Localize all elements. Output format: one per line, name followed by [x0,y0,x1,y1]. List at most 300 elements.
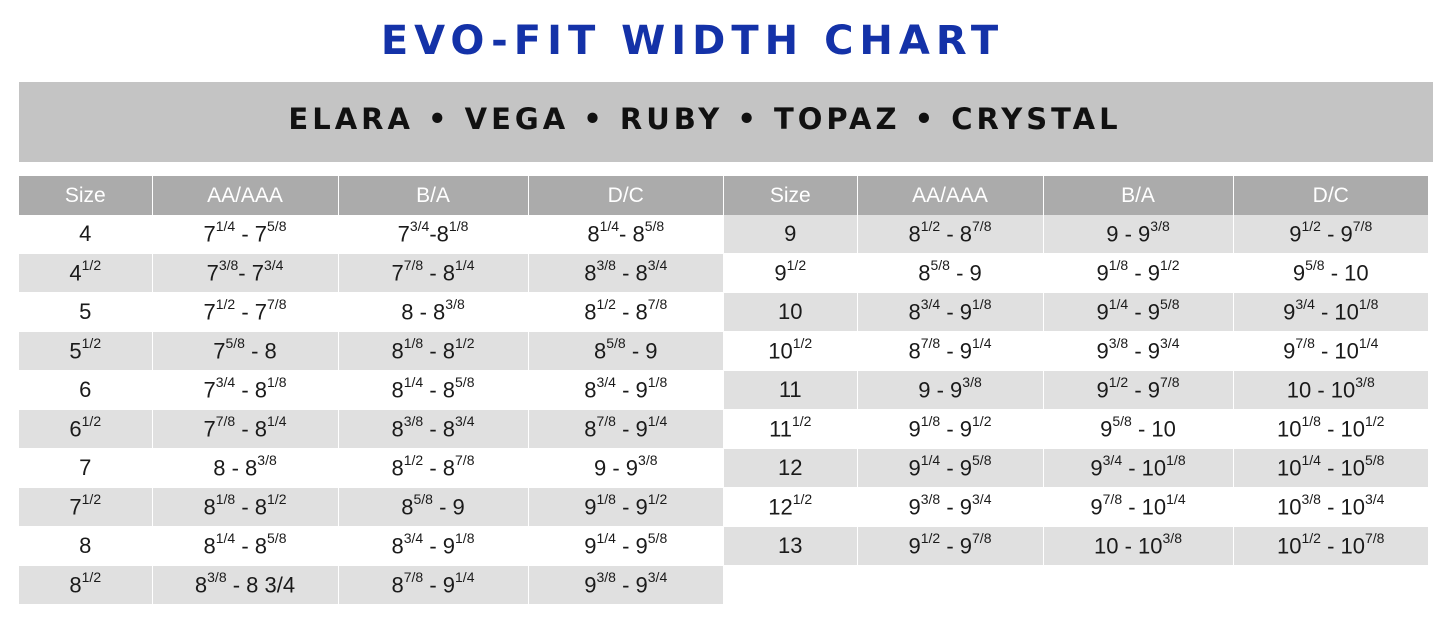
cell-fraction: 1/2 [403,452,424,469]
aa-aaa-cell [152,527,338,566]
b-a-cell [1043,527,1233,566]
cell-fraction: 1/4 [215,530,236,547]
size-cell [19,371,152,410]
cell-value: 9 [1289,221,1302,247]
size-cell [19,293,152,332]
cell-value: 9 [908,455,921,481]
cell-fraction: 1/2 [81,413,102,430]
cell-fraction: 3/8 [403,413,424,430]
cell-value: 9 [584,494,597,520]
cell-fraction: 1/8 [920,413,941,430]
cell-value: - 8 [615,260,648,286]
cell-value: 6 [69,416,82,442]
cell-value: 7 [397,221,410,247]
cell-fraction: 3/8 [920,491,941,508]
cell-value: 7 [203,377,216,403]
cell-fraction: 3/8 [596,257,616,274]
cell-fraction: 5/8 [267,218,287,235]
cell-value: - 8 [423,416,456,442]
cell-value: -8 [429,221,449,247]
table-row [724,332,1428,371]
aa-aaa-cell [857,488,1043,527]
cell-fraction: 1/8 [403,335,424,352]
table-row [724,410,1428,449]
aa-aaa-cell [857,215,1043,254]
cell-fraction: 5/8 [267,530,287,547]
cell-fraction: 3/8 [445,296,465,313]
cell-value: - 8 [615,299,648,325]
cell-value: 10 - 10 [1094,533,1163,559]
size-cell [724,488,857,527]
cell-value: - 7 [235,299,268,325]
cell-value: 7 [203,416,216,442]
cell-fraction: 7/8 [267,296,287,313]
cell-value: - 10 [1122,494,1167,520]
b-a-cell [338,527,528,566]
cell-value: 9 [584,533,597,559]
table-row [19,371,723,410]
cell-value: - 8 [235,533,268,559]
aa-aaa-cell [152,215,338,254]
d-c-cell [528,527,723,566]
cell-fraction: 1/4 [920,452,941,469]
cell-value: 8 [908,221,921,247]
size-cell [19,215,152,254]
d-c-cell [1233,449,1428,488]
aa-aaa-cell [152,254,338,293]
cell-value: 8 [194,572,208,598]
table-header-row [724,176,1428,215]
b-a-cell [338,332,528,371]
cell-fraction: 7/8 [403,257,424,274]
cell-value: 11 [769,416,792,442]
cell-value: 4 [69,260,82,286]
b-a-cell [1043,254,1233,293]
aa-aaa-cell [152,410,338,449]
d-c-cell [528,371,723,410]
cell-fraction: 3/4 [1295,296,1315,313]
table-row [19,566,723,605]
cell-value: - 8 [235,494,268,520]
aa-aaa-cell [857,371,1043,410]
size-cell [724,332,857,371]
b-a-cell [1043,293,1233,332]
cell-value: 8 [69,572,82,598]
size-cell [724,215,857,254]
cell-value: - 9 [940,455,973,481]
cell-value: - 9 [423,533,456,559]
cell-value: 8 [908,299,921,325]
table-row [19,527,723,566]
cell-value: - 9 [1128,377,1161,403]
cell-fraction: 1/8 [1108,257,1129,274]
cell-fraction: 3/8 [257,452,277,469]
cell-fraction: 1/2 [792,335,813,352]
d-c-cell [528,215,723,254]
cell-value: 8 [908,338,921,364]
size-cell [724,371,857,410]
cell-value: 7 [213,338,226,364]
b-a-cell [338,293,528,332]
size-cell [19,566,152,605]
cell-value: 7 [203,299,216,325]
table-row [724,527,1428,566]
d-c-cell [1233,293,1428,332]
aa-aaa-cell [857,254,1043,293]
cell-value: - 8 [940,221,973,247]
cell-fraction: 3/4 [403,530,424,547]
cell-value: - 9 [1128,299,1161,325]
size-cell [724,293,857,332]
size-cell [19,488,152,527]
cell-value: 8 - 8 [401,299,446,325]
cell-value: 8 [593,338,607,364]
table-row [724,488,1428,527]
cell-fraction: 1/2 [596,296,616,313]
aa-aaa-cell [857,527,1043,566]
product-names: ELARA • VEGA • RUBY • TOPAZ • CRYSTAL [288,102,1122,136]
cell-value: 8 - 8 [213,455,258,481]
cell-fraction: 1/2 [920,218,941,235]
cell-value: 9 [1283,338,1296,364]
header-size: Size [724,176,857,215]
cell-fraction: 5/8 [1365,452,1385,469]
cell-fraction: 1/2 [1108,374,1129,391]
cell-fraction: 7/8 [215,413,236,430]
cell-value: 9 [1090,494,1103,520]
cell-fraction: 3/4 [647,569,668,586]
table-row [724,215,1428,254]
cell-fraction: 1/4 [596,530,616,547]
cell-fraction: 1/2 [791,413,812,430]
cell-value: 7 [79,455,92,480]
cell-fraction: 1/2 [647,491,668,508]
cell-value: 9 [1096,338,1109,364]
cell-value: - 9 [615,494,648,520]
d-c-cell [1233,527,1428,566]
cell-value: - 8 [423,377,456,403]
d-c-cell [528,566,723,605]
cell-value: 12 [778,455,803,480]
cell-fraction: 7/8 [596,413,616,430]
cell-value: - 9 [940,416,973,442]
table-row [19,215,723,254]
cell-fraction: 1/8 [596,491,616,508]
cell-fraction: 7/8 [1102,491,1123,508]
cell-value: - 10 [1320,494,1365,520]
cell-value: 8 [391,455,404,481]
table-row [724,449,1428,488]
cell-value: 10 [1277,416,1302,442]
cell-fraction: 3/4 [596,374,616,391]
width-table-large-sizes [724,176,1428,566]
size-cell [19,527,152,566]
cell-value: - 10 [1320,455,1365,481]
cell-value: 8 [203,533,216,559]
header-size: Size [19,176,152,215]
cell-value: 10 [778,299,803,324]
size-cell [724,410,857,449]
cell-fraction: 7/8 [1295,335,1315,352]
cell-fraction: 7/8 [1352,218,1373,235]
d-c-cell [1233,371,1428,410]
table-row [19,488,723,527]
cell-value: - 9 [615,533,648,559]
cell-value: - 9 [423,572,456,598]
cell-fraction: 1/2 [1301,218,1321,235]
cell-fraction: 3/8 [962,374,982,391]
cell-value: 12 [768,494,793,520]
cell-value: - 9 [1320,221,1353,247]
cell-fraction: 5/8 [1160,296,1180,313]
header-d-c: D/C [1233,176,1428,215]
cell-fraction: 1/2 [792,491,813,508]
aa-aaa-cell [152,449,338,488]
b-a-cell [338,449,528,488]
aa-aaa-cell [152,332,338,371]
cell-value: 9 [1096,260,1109,286]
cell-value: - 8 [423,260,456,286]
cell-value: 9 [908,416,921,442]
cell-fraction: 3/4 [1365,491,1385,508]
cell-value: 8 [79,533,92,558]
cell-fraction: 3/4 [972,491,992,508]
cell-fraction: 5/8 [972,452,992,469]
cell-value: 6 [79,377,92,402]
cell-value: - 7 [238,260,264,286]
size-cell [19,449,152,488]
table-row [19,410,723,449]
cell-fraction: 1/8 [647,374,668,391]
cell-fraction: 3/4 [215,374,236,391]
cell-fraction: 7/8 [972,530,992,547]
product-banner [19,82,1433,162]
b-a-cell [338,410,528,449]
d-c-cell [528,254,723,293]
cell-fraction: 3/8 [1162,530,1182,547]
header-b-a: B/A [338,176,528,215]
cell-value: 9 [784,221,797,246]
cell-value: 8 [391,377,404,403]
b-a-cell [1043,332,1233,371]
cell-fraction: 5/8 [455,374,475,391]
cell-value: 4 [79,221,92,246]
cell-fraction: 7/8 [403,569,424,586]
cell-value: - 9 [940,494,973,520]
cell-value: 9 [1096,377,1109,403]
cell-value: - 8 [244,338,277,364]
cell-fraction: 1/4 [1301,452,1321,469]
cell-value: 7 [391,260,404,286]
cell-value: - 10 [1314,338,1359,364]
cell-value: 9 [1283,299,1296,325]
cell-value: 10 - 10 [1286,377,1356,403]
cell-fraction: 3/4 [1102,452,1123,469]
table-row [724,371,1428,410]
cell-fraction: 7/8 [1365,530,1385,547]
aa-aaa-cell [152,488,338,527]
cell-fraction: 1/4 [455,257,475,274]
cell-value: 9 [1090,455,1103,481]
table-row [19,293,723,332]
cell-fraction: 1/4 [1108,296,1129,313]
cell-fraction: 3/8 [638,452,658,469]
cell-value: 7 [203,221,216,247]
cell-fraction: 3/4 [920,296,941,313]
cell-value: 9 [1100,416,1113,442]
cell-fraction: 3/4 [647,257,668,274]
size-cell [724,449,857,488]
cell-value: 9 [1096,299,1109,325]
cell-fraction: 1/2 [81,569,102,586]
cell-fraction: 3/8 [1108,335,1129,352]
cell-fraction: 1/4 [267,413,287,430]
cell-fraction: 1/2 [1365,413,1385,430]
cell-fraction: 5/8 [647,530,668,547]
cell-fraction: 7/8 [647,296,668,313]
cell-value: - 9 [1128,260,1161,286]
aa-aaa-cell [152,566,338,605]
cell-value: 8 [391,533,404,559]
cell-fraction: 1/4 [403,374,424,391]
cell-value: - 9 [949,260,982,286]
size-cell [19,254,152,293]
cell-fraction: 1/4 [1358,335,1379,352]
cell-fraction: 1/8 [215,491,236,508]
cell-fraction: 1/8 [1166,452,1186,469]
aa-aaa-cell [857,332,1043,371]
cell-value: 8 [584,416,597,442]
cell-fraction: 3/8 [1150,218,1170,235]
width-table-small-sizes [19,176,723,605]
cell-fraction: 1/2 [81,335,102,352]
cell-value: 13 [778,533,803,558]
b-a-cell [338,254,528,293]
cell-fraction: 5/8 [1305,257,1325,274]
cell-fraction: 1/8 [448,218,469,235]
header-b-a: B/A [1043,176,1233,215]
cell-value: 8 [587,221,600,247]
table-header-row [19,176,723,215]
cell-fraction: 1/4 [647,413,668,430]
d-c-cell [528,410,723,449]
aa-aaa-cell [857,410,1043,449]
cell-value: - 8 [423,338,456,364]
d-c-cell [1233,332,1428,371]
d-c-cell [528,332,723,371]
cell-value: 9 [908,494,921,520]
cell-value: - 9 [432,494,465,520]
aa-aaa-cell [152,371,338,410]
table-row [724,293,1428,332]
cell-value: 9 [908,533,921,559]
cell-value: 8 [918,260,931,286]
b-a-cell [338,371,528,410]
cell-value: 10 [1277,494,1302,520]
cell-value: 8 [584,260,597,286]
b-a-cell [1043,371,1233,410]
cell-value: 8 [391,338,404,364]
cell-value: 10 [768,338,793,364]
cell-value: 5 [69,338,82,364]
cell-fraction: 5/8 [413,491,433,508]
cell-fraction: 3/8 [218,257,239,274]
header-d-c: D/C [528,176,723,215]
cell-value: 10 [1277,533,1302,559]
cell-value: 9 - 9 [1106,221,1151,247]
cell-value: 8 [391,416,404,442]
cell-value: 8 [401,494,414,520]
cell-value: - 7 [235,221,268,247]
size-cell [724,527,857,566]
b-a-cell [1043,215,1233,254]
cell-fraction: 7/8 [455,452,475,469]
cell-value: - 9 [940,338,973,364]
cell-fraction: 3/4 [263,257,284,274]
aa-aaa-cell [152,293,338,332]
cell-fraction: 1/2 [267,491,287,508]
cell-fraction: 3/4 [409,218,430,235]
cell-fraction: 1/4 [215,218,236,235]
cell-fraction: 1/8 [1358,296,1379,313]
cell-value: - 9 [615,377,648,403]
cell-fraction: 3/8 [596,569,616,586]
cell-fraction: 5/8 [225,335,245,352]
cell-fraction: 1/8 [455,530,475,547]
d-c-cell [1233,410,1428,449]
cell-value: 7 [69,494,82,520]
cell-value: - 10 [1122,455,1167,481]
b-a-cell [338,215,528,254]
cell-value: - 9 [940,299,973,325]
cell-fraction: 7/8 [920,335,941,352]
cell-value: 5 [79,299,92,324]
cell-fraction: 3/4 [455,413,475,430]
cell-fraction: 1/4 [972,335,992,352]
table-row [19,332,723,371]
cell-value: - 10 [1324,260,1369,286]
cell-value: - 9 [940,533,973,559]
d-c-cell [528,488,723,527]
header-aa-aaa: AA/AAA [857,176,1043,215]
cell-value: - 8 [423,455,456,481]
b-a-cell [338,566,528,605]
cell-value: - 8 [619,221,645,247]
cell-fraction: 1/4 [1166,491,1186,508]
header-aa-aaa: AA/AAA [152,176,338,215]
aa-aaa-cell [857,449,1043,488]
cell-fraction: 5/8 [606,335,626,352]
cell-value: - 10 [1314,299,1359,325]
cell-value: - 9 [1128,338,1161,364]
cell-value: - 8 [235,377,268,403]
cell-fraction: 1/4 [599,218,620,235]
cell-fraction: 5/8 [644,218,665,235]
cell-value: 8 [584,377,597,403]
cell-value: - 10 [1320,533,1365,559]
cell-fraction: 1/2 [81,257,102,274]
cell-fraction: 7/8 [972,218,992,235]
d-c-cell [1233,488,1428,527]
cell-value: - 10 [1131,416,1176,442]
size-cell [19,332,152,371]
aa-aaa-cell [857,293,1043,332]
cell-value: 8 [391,572,404,598]
cell-fraction: 1/2 [455,335,475,352]
size-cell [19,410,152,449]
b-a-cell [1043,449,1233,488]
d-c-cell [1233,254,1428,293]
